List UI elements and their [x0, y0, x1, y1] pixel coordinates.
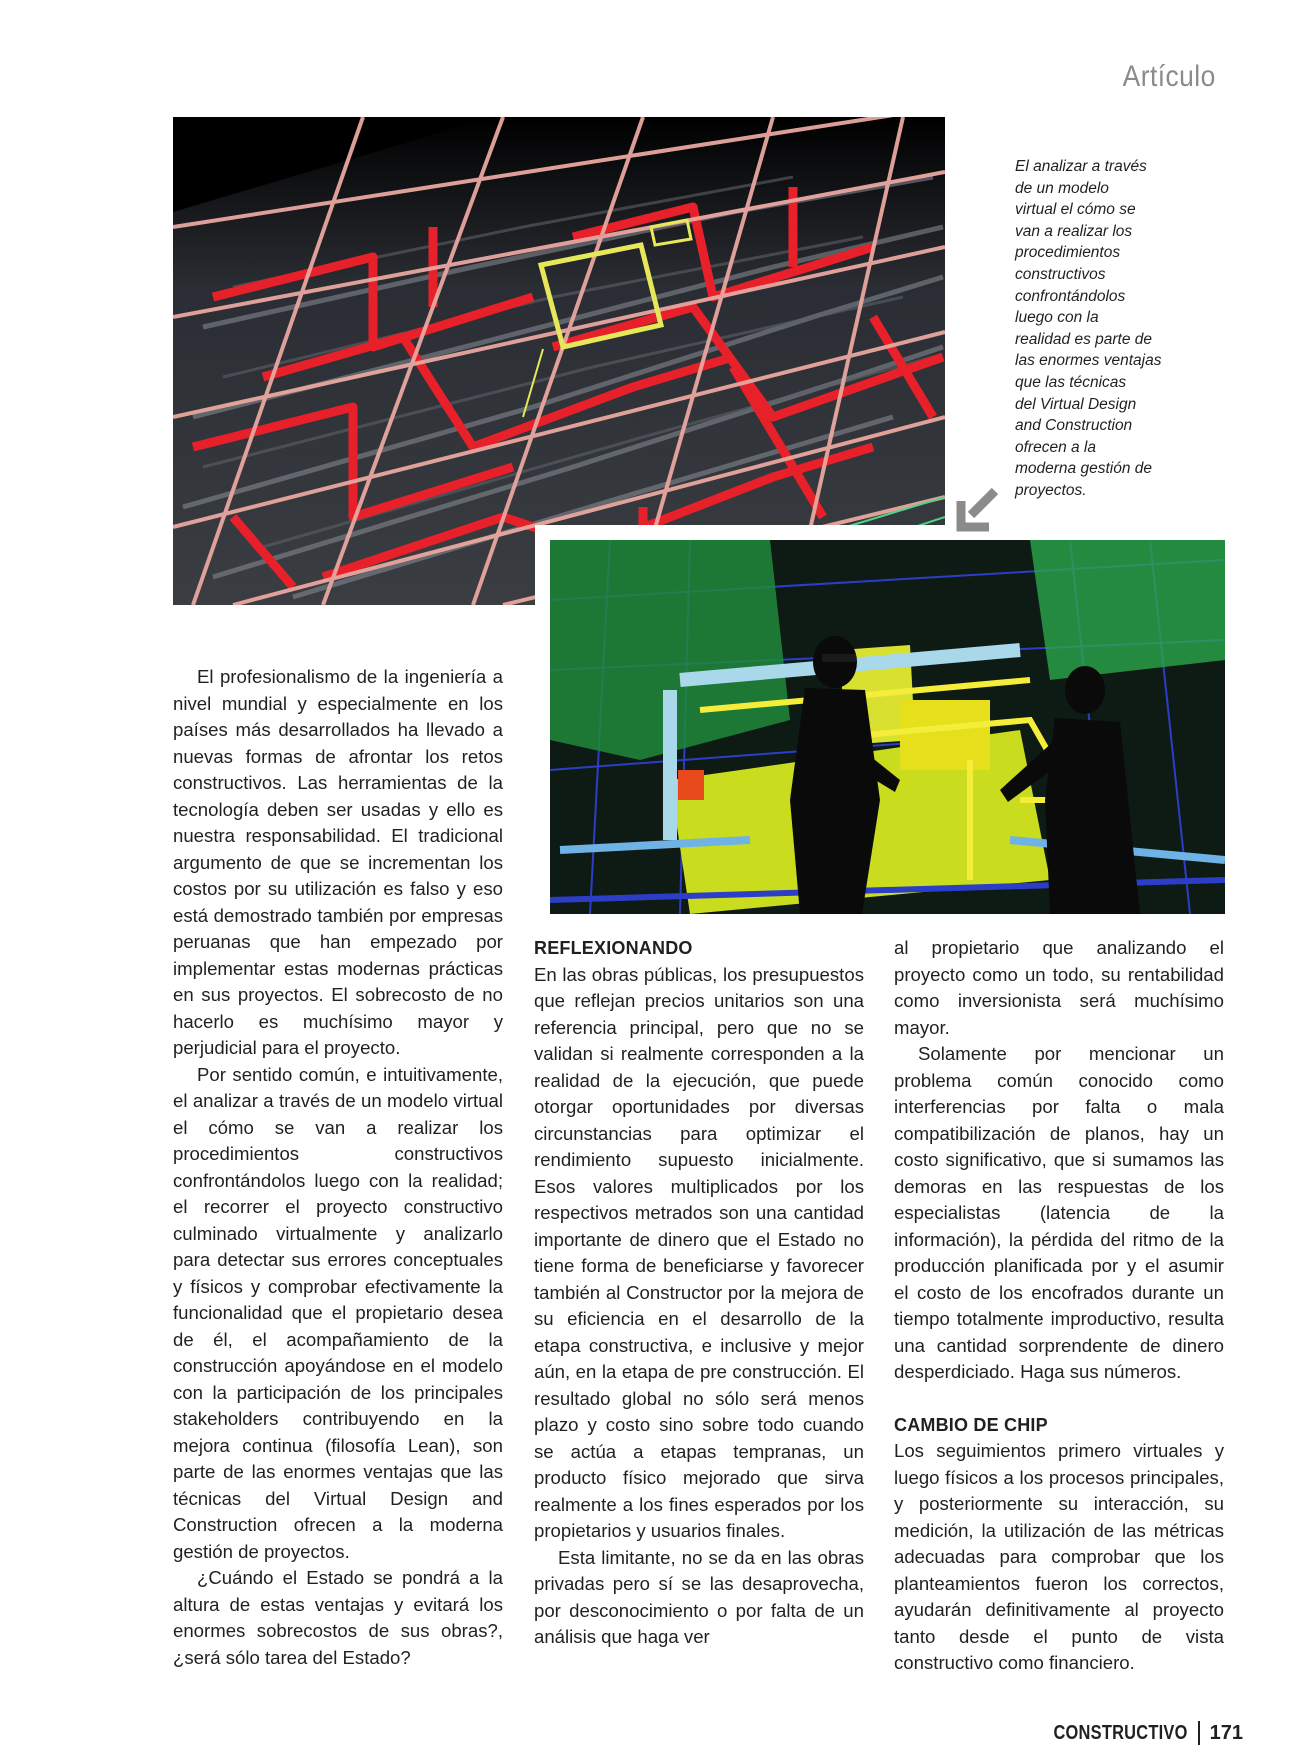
caption-line: van a realizar los	[1015, 222, 1133, 240]
spacer	[894, 1386, 1224, 1412]
caption-line: constructivos	[1015, 265, 1106, 283]
image-caption	[1015, 156, 1205, 502]
paragraph: al propietario que analizando el proyecto como un todo, su rentabilidad como inversionista será muchísimo mayor.	[894, 937, 1224, 1038]
page-footer	[1024, 1718, 1243, 1748]
caption-line: moderna gestión de	[1015, 460, 1153, 478]
paragraph: El profesionalismo de la ingeniería a nivel mundial y especialmente en los países más desarrollados ha llevado a nuevas formas de afrontar los retos constructivos. Las herramientas de la tecnología deben ser usadas y ello es nuestra responsabilidad. El tradicional argumento de que se incrementan los costos por su utilización es falso y eso está demostrado también por empresas peruanas que han empezado por implementar estas modernas prácticas en sus proyectos. El sobrecosto de no hacerlo es muchísimo mayor y perjudicial para el proyecto.	[173, 666, 503, 1058]
caption-line: and Construction	[1015, 417, 1133, 435]
caption-line: virtual el cómo se	[1015, 201, 1136, 219]
footer-divider	[1198, 1721, 1200, 1745]
paragraph: Los seguimientos primero virtuales y luego físicos a los procesos principales, y posteriormente su interacción, su medición, la utilización de las métricas adecuadas para comprobar que los planteamientos fueron los correctos, ayudarán definitivamente al proyecto tanto desde el punto de vista constructivo como financiero.	[894, 1440, 1224, 1673]
engineers-virtual-reality-icon	[550, 540, 1225, 914]
caption-line: procedimientos	[1015, 244, 1121, 262]
caption-line: confrontándolos	[1015, 287, 1126, 305]
paragraph: Esta limitante, no se da en las obras privadas pero sí se las desaprovecha, por desconocimiento o por falta de un análisis que haga ver	[534, 1546, 864, 1647]
caption-line: realidad es parte de	[1015, 330, 1153, 348]
caption-line: de un modelo	[1015, 179, 1109, 197]
caption-line: El analizar a través	[1015, 158, 1147, 175]
paragraph: Solamente por mencionar un problema común conocido como interferencias por falta o mala compatibilización de planos, hay un costo significativo, que si sumamos las demoras en las respuestas de los especialistas (latencia de la información), la pérdida del ritmo de la producción planificada por y el asumir el costo de los encofrados durante un tiempo totalmente improductivo, resulta una cantidad sorprendente de dinero desperdiciado. Haga sus números.	[894, 1043, 1224, 1382]
caption-line: del Virtual Design	[1015, 395, 1137, 413]
section-heading: REFLEXIONANDO	[534, 938, 693, 958]
paragraph: Por sentido común, e intuitivamente, el analizar a través de un modelo virtual el cómo se van a realizar los procedimientos constructivos confrontándolos luego con la realidad; el recorrer el proyecto constructivo culminado virtualmente y analizarlo para detectar sus errores conceptuales y físicos y comprobar efectivamente la funcionalidad que el propietario desea de él, el acompañamiento de la construcción apoyándose en el modelo con la participación de los principales stakeholders contribuyendo en la mejora continua (filosofía Lean), son parte de las enormes ventajas que las técnicas del Virtual Design and Construction ofrecen a la moderna gestión de proyectos.	[173, 1063, 503, 1562]
article-column-2	[534, 935, 864, 1651]
section-heading: CAMBIO DE CHIP	[894, 1414, 1048, 1435]
caption-line: las enormes ventajas	[1015, 352, 1162, 370]
magazine-name: CONSTRUCTIVO	[1053, 1721, 1188, 1744]
article-column-1	[173, 664, 503, 1671]
caption-line: luego con la	[1015, 309, 1099, 327]
caption-line: que las técnicas	[1015, 373, 1127, 391]
caption-line: proyectos.	[1015, 481, 1087, 499]
caption-line: ofrecen a la	[1015, 438, 1096, 456]
paragraph: En las obras públicas, los presupuestos que reflejan precios unitarios son una referencia principal, pero que no se validan si realmente corresponden a la realidad de la ejecución, que puede otorgar oportunidades por diversas circunstancias para optimizar el rendimiento supuesto inicialmente. Esos valores multiplicados por los respectivos metrados son una cantidad importante de dinero que el Estado no tiene forma de beneficiarse y favorecer también al Constructor por la mejora de su eficiencia en el desarrollo de la etapa constructiva, e inclusive y mejor aún, en la etapa de pre construcción. El resultado global no sólo será menos plazo y costo sino sobre todo cuando se actúa a etapas tempranas, un producto físico mejorado que sirva realmente a los fines esperados por los propietarios y usuarios finales.	[534, 963, 864, 1541]
paragraph: ¿Cuándo el Estado se pondrá a la altura de estas ventajas y evitará los enormes sobrecostos de sus obras?, ¿será sólo tarea del Estado?	[173, 1567, 503, 1668]
article-column-3	[894, 935, 1224, 1677]
arrow-down-left-icon	[955, 485, 1005, 535]
engineers-vr-image	[550, 540, 1225, 914]
section-label: Artículo	[1122, 60, 1216, 93]
page-number: 171	[1209, 1721, 1243, 1744]
